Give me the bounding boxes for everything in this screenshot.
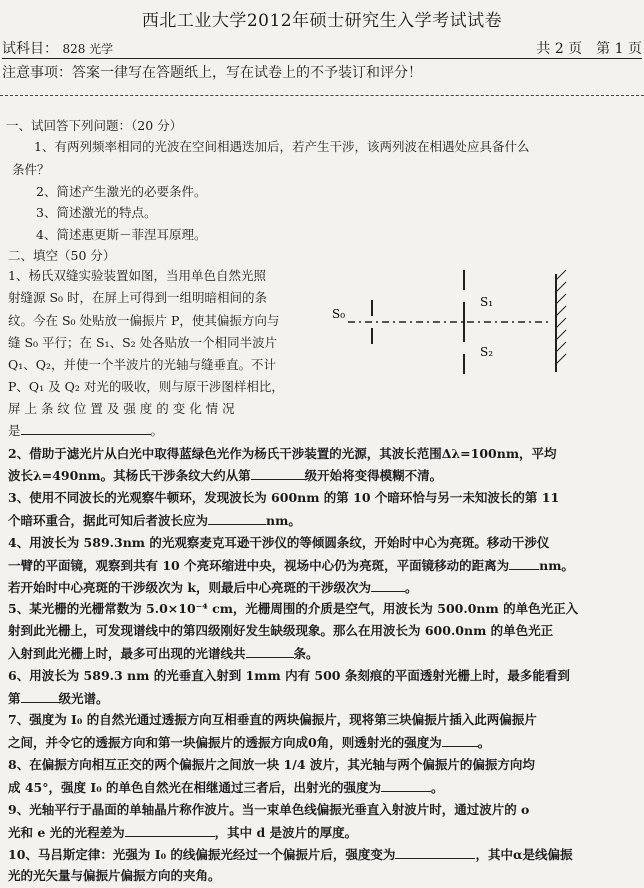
f3-text-1: 个暗环重合，据此可知后者波长应为 <box>8 513 209 528</box>
f7-line-a: 7、强度为 I₀ 的自然光通过透振方向互相垂直的两块偏振片，现将第三块偏振片插入此两偏振片 <box>8 712 537 727</box>
f4-text-3: 若开始时中心亮斑的干涉级次为 k，则最后中心亮斑的干涉级次为 <box>8 580 372 595</box>
f9-text-1: 光和 e 光的光程差为 <box>8 825 125 840</box>
f2-text-2: 级开始将变得模糊不清。 <box>304 468 443 483</box>
label-s1: S₁ <box>480 295 494 309</box>
f1-answer-blank <box>21 422 151 435</box>
f5-line-b: 射到此光栅上，可发现谱线中的第四级刚好发生缺级现象。那么在用波长为 600.0nm 的单色光正 <box>8 623 554 638</box>
notes-row <box>2 62 642 82</box>
f8-line-a: 8、在偏振方向相互正交的两个偏振片之间放一块 1/4 波片，其光轴与两个偏振片的偏振方向均 <box>8 757 535 772</box>
q2-line: 2、简述产生激光的必要条件。 <box>36 184 207 199</box>
f4-answer-blank-1 <box>509 557 539 570</box>
notes-text: 注意事项：答案一律写在答题纸上，写在试卷上的不予装订和评分！ <box>2 65 422 81</box>
f4-line-b <box>8 557 574 574</box>
f5-line-a: 5、某光栅的光栅常数为 5.0×10⁻⁴ cm，光栅周围的介质是空气，用波长为 500.0nm 的单色光正入 <box>8 601 579 616</box>
label-s0: S₀ <box>332 307 346 321</box>
f5-answer-blank <box>246 645 294 658</box>
f5-text-1: 入射到此光栅上时，最多可出现的光谱线共 <box>8 646 246 661</box>
f6-line-b <box>8 690 109 707</box>
section2-heading: 二、填空（50 分） <box>8 248 116 263</box>
f1-line-2: 纹。今在 S₀ 处贴放一偏振片 P，使其偏振方向与 <box>8 313 280 328</box>
subject-label: 试科目： <box>2 41 58 57</box>
f2-line-b <box>8 467 442 484</box>
f5-text-2: 条。 <box>293 646 319 661</box>
f4-answer-blank-2 <box>371 579 405 592</box>
double-slit-diagram <box>328 268 574 378</box>
subject-field <box>2 38 113 58</box>
f9-answer-blank <box>125 824 215 837</box>
f2-text-1: 波长λ=490nm。其杨氏干涉条纹大约从第 <box>8 468 251 483</box>
f4-text-1: 一臂的平面镜，观察到共有 10 个亮环缩进中央，视场中心仍为亮斑，平面镜移动的距离为 <box>8 558 510 573</box>
q4-line: 4、简述惠更斯－菲涅耳原理。 <box>36 227 207 242</box>
f7-text-2: 。 <box>477 735 491 750</box>
exam-title: 西北工业大学2012年硕士研究生入学考试试卷 <box>141 11 503 31</box>
f5-line-c <box>8 645 319 662</box>
f1-line-7-text: 是 <box>8 423 21 438</box>
subject-row <box>2 38 642 59</box>
f3-line-b <box>8 512 301 529</box>
f4-line-c <box>8 579 418 596</box>
f6-text-2: 级光谱。 <box>58 691 109 706</box>
f7-text-1: 之间，并令它的透振方向和第一块偏振片的透振方向成0角，则透射光的强度为 <box>8 735 442 750</box>
f7-answer-blank <box>442 734 478 747</box>
f1-line-6: 屏 上 条 纹 位 置 及 强 度 的 变 化 情 况 <box>8 401 235 416</box>
f10-line-a <box>8 846 573 863</box>
subject-value: 828 光学 <box>62 42 114 56</box>
f10-text-1: 10、马吕斯定律：光强为 I₀ 的线偏振光经过一个偏振片后，强度变为 <box>8 847 396 862</box>
f3-line-a: 3、使用不同波长的光观察牛顿环，发现波长为 600nm 的第 10 个暗环恰与另一未知波长的第 11 <box>8 490 560 505</box>
observation-screen <box>556 270 566 372</box>
q1-line-a: 1、有两列频率相同的光波在空间相遇迭加后，若产生干涉，该两列波在相遇处应具备什么 <box>34 139 530 154</box>
q3-line: 3、简述激光的特点。 <box>36 205 157 220</box>
f7-line-b <box>8 734 490 751</box>
f2-answer-blank <box>251 467 305 480</box>
f1-line-7 <box>8 422 163 439</box>
f4-text-4: 。 <box>405 580 418 595</box>
f10-text-2: ，其中α是线偏振 <box>475 847 573 862</box>
f9-text-2: ，其中 d 是波片的厚度。 <box>214 825 358 840</box>
f10-answer-blank <box>395 846 475 859</box>
page-info: 共 2 页 第 1 页 <box>536 41 642 57</box>
f3-answer-blank <box>208 512 266 525</box>
f8-text-1: 成 45°，强度 I₀ 的单色自然光在相继通过三者后，出射光的强度为 <box>8 780 382 795</box>
f4-text-2: nm。 <box>539 558 574 573</box>
f10-line-b: 光的光矢量与偏振片偏振方向的夹角。 <box>8 868 221 883</box>
f6-answer-blank <box>21 690 59 703</box>
f9-line-a: 9、光轴平行于晶面的单轴晶片称作波片。当一束单色线偏振光垂直入射波片时，通过波片的 o <box>8 802 530 817</box>
f4-line-a: 4、用波长为 589.3nm 的光观察麦克耳逊干涉仪的等倾圆条纹，开始时中心为亮斑。移动干涉仪 <box>8 535 550 550</box>
header-divider <box>0 95 644 96</box>
f1-line-5: P、Q₁ 及 Q₂ 对光的吸收，则与原干涉图样相比， <box>8 379 284 394</box>
f6-line-a: 6、用波长为 589.3 nm 的光垂直入射到 1mm 内有 500 条刻痕的平面透射光栅上时，最多能看到 <box>8 668 570 683</box>
f9-line-b <box>8 824 357 841</box>
f1-line-1: 射缝源 S₀ 时，在屏上可得到一组明暗相间的条 <box>8 290 268 305</box>
f8-answer-blank <box>381 779 431 792</box>
f1-line-4: Q₁、Q₂，并使一个半波片的光轴与缝垂直。不计 <box>8 357 277 372</box>
label-s2: S₂ <box>480 345 494 359</box>
f1-end: 。 <box>150 423 164 438</box>
f1-line-0: 1、杨氏双缝实验装置如图，当用单色自然光照 <box>8 268 266 283</box>
q1-line-b: 条件？ <box>12 162 50 177</box>
f2-line-a: 2、借助于滤光片从白光中取得蓝绿色光作为杨氏干涉装置的光源，其波长范围Δλ=100nm，平均 <box>8 446 557 461</box>
section1-heading: 一、试回答下列问题：（20 分） <box>6 118 183 133</box>
f1-line-3: 缝 S₀ 平行；在 S₁、S₂ 处各贴放一个相同半波片 <box>8 335 278 350</box>
f8-line-b <box>8 779 444 796</box>
f6-text-1: 第 <box>8 691 21 706</box>
f8-text-2: 。 <box>431 780 444 795</box>
f3-text-2: nm。 <box>266 513 301 528</box>
